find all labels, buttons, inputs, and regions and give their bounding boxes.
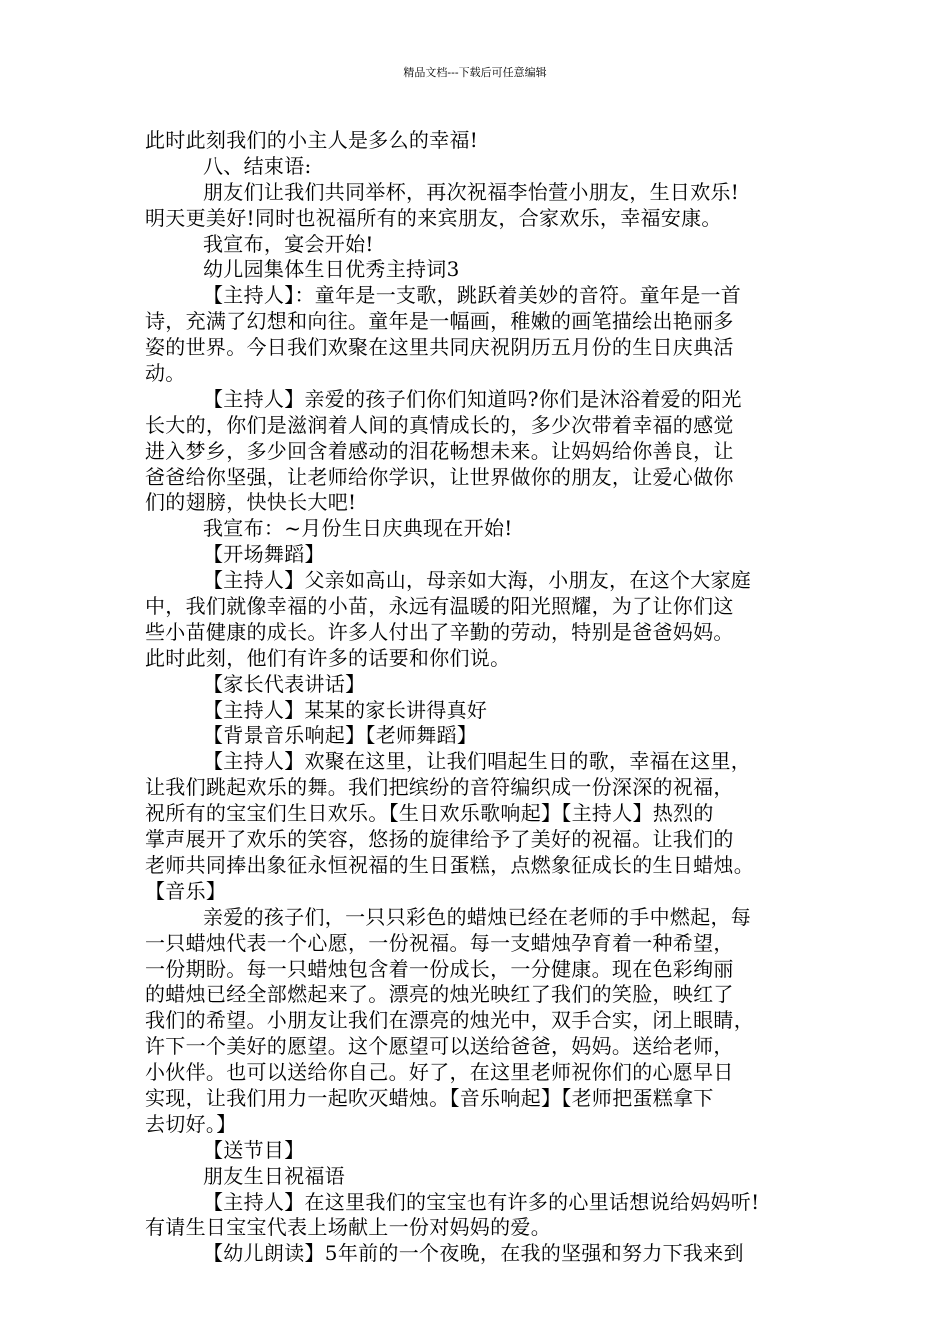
text-line: 八、结束语: [203,153,312,178]
text-line: 朋友生日祝福语 [203,1163,346,1188]
text-line: 的蜡烛已经全部燃起来了。漂亮的烛光映红了我们的笑脸，映红了 [145,982,734,1007]
text-line: 姿的世界。今日我们欢聚在这里共同庆祝阴历五月份的生日庆典活 [145,335,734,360]
text-line: 长大的，你们是滋润着人间的真情成长的，多少次带着幸福的感觉 [145,412,734,437]
text-line: 亲爱的孩子们，一只只彩色的蜡烛已经在老师的手中燃起，每 [203,904,752,929]
text-line: 爸爸给你坚强，让老师给你学识，让世界做你的朋友，让爱心做你 [145,464,734,489]
text-line: 【送节目】 [203,1137,305,1162]
text-line: 【幼儿朗读】5年前的一个夜晚，在我的坚强和努力下我来到 [203,1241,744,1266]
text-line: 【主持人】亲爱的孩子们你们知道吗?你们是沐浴着爱的阳光 [203,386,742,411]
text-line: 些小苗健康的成长。许多人付出了辛勤的劳动，特别是爸爸妈妈。 [145,619,734,644]
text-line: 【主持人】：童年是一支歌，跳跃着美妙的音符。童年是一首 [203,283,742,308]
text-line: 去切好。】 [145,1111,237,1136]
text-line: 【主持人】在这里我们的宝宝也有许多的心里话想说给妈妈听! [203,1189,760,1214]
text-line: 有请生日宝宝代表上场献上一份对妈妈的爱。 [145,1215,551,1240]
page-header: 精品文档---下载后可任意编辑 [403,66,547,79]
document-body [145,128,813,1267]
text-line: 祝所有的宝宝们生日欢乐。【生日欢乐歌响起】【主持人】热烈的 [145,801,714,826]
text-line: 【主持人】欢聚在这里，让我们唱起生日的歌，幸福在这里， [203,749,752,774]
text-line: 动。 [145,361,186,386]
text-line: 实现，让我们用力一起吹灭蜡烛。【音乐响起】【老师把蛋糕拿下 [145,1085,714,1110]
text-line: 【音乐】 [145,878,227,903]
text-line: 让我们跳起欢乐的舞。我们把缤纷的音符编织成一份深深的祝福， [145,775,734,800]
text-line: 明天更美好!同时也祝福所有的来宾朋友，合家欢乐，幸福安康。 [145,205,722,230]
text-line: 诗，充满了幻想和向往。童年是一幅画，稚嫩的画笔描绘出艳丽多 [145,309,734,334]
text-line: 我宣布，宴会开始! [203,231,374,256]
text-line: 一份期盼。每一只蜡烛包含着一份成长，一分健康。现在色彩绚丽 [145,956,734,981]
text-line: 【主持人】父亲如高山，母亲如大海，小朋友，在这个大家庭 [203,568,752,593]
text-line: 幼儿园集体生日优秀主持词3 [203,257,460,282]
text-line: 中，我们就像幸福的小苗，永远有温暖的阳光照耀，为了让你们这 [145,594,734,619]
text-line: 进入梦乡，多少回含着感动的泪花畅想未来。让妈妈给你善良，让 [145,438,734,463]
text-line: 掌声展开了欢乐的笑容，悠扬的旋律给予了美好的祝福。让我们的 [145,827,734,852]
text-line: 一只蜡烛代表一个心愿，一份祝福。每一支蜡烛孕育着一种希望， [145,930,734,955]
text-line: 我们的希望。小朋友让我们在漂亮的烛光中，双手合实，闭上眼睛， [145,1008,754,1033]
text-line: 【背景音乐响起】【老师舞蹈】 [203,723,478,748]
text-line: 们的翅膀，快快长大吧! [145,490,357,515]
text-line: 小伙伴。也可以送给你自己。好了，在这里老师祝你们的心愿早日 [145,1060,734,1085]
text-line: 许下一个美好的愿望。这个愿望可以送给爸爸，妈妈。送给老师， [145,1034,734,1059]
text-line: 【开场舞蹈】 [203,542,325,567]
text-line: 此时此刻我们的小主人是多么的幸福! [145,128,479,152]
text-line: 【主持人】某某的家长讲得真好 [203,697,488,722]
text-line: 老师共同捧出象征永恒祝福的生日蛋糕，点燃象征成长的生日蜡烛。 [145,852,754,877]
text-line: 【家长代表讲话】 [203,671,366,696]
text-line: 我宣布：~月份生日庆典现在开始! [203,516,513,541]
text-line: 此时此刻，他们有许多的话要和你们说。 [145,645,511,670]
text-line: 朋友们让我们共同举杯，再次祝福李怡萱小朋友，生日欢乐! [203,179,740,204]
